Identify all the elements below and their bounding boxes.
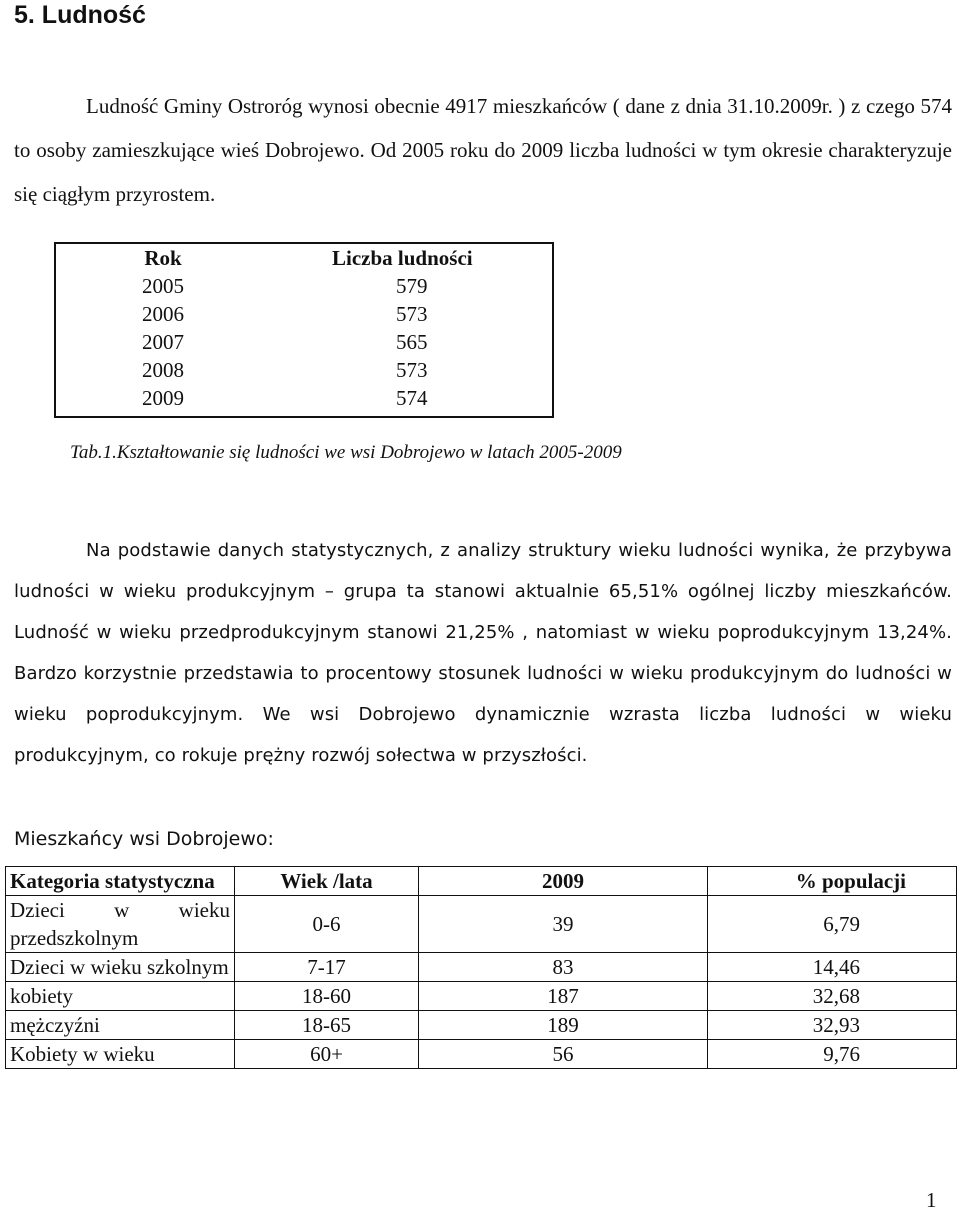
intro-paragraph [14,84,952,216]
table-row [55,300,553,328]
category-cell: Dzieci w wieku szkolnym [6,953,235,982]
table-row [55,356,553,384]
percent-cell: 32,93 [708,1011,957,1040]
table-row [6,1040,957,1069]
residents-table-title: Mieszkańcy wsi Dobrojewo: [14,828,274,850]
count-cell: 187 [419,982,708,1011]
age-column-header: Wiek /lata [235,867,419,896]
table-row [6,1011,957,1040]
year-cell: 2006 [142,302,184,326]
year-2009-column-header: 2009 [419,867,708,896]
table-row [6,896,957,953]
count-cell: 39 [419,896,708,953]
percent-cell: 14,46 [708,953,957,982]
age-cell: 0-6 [235,896,419,953]
population-cell: 579 [396,274,428,298]
analysis-paragraph-text: Na podstawie danych statystycznych, z analizy struktury wieku ludności wynika, że przybywa ludności w wieku produkcyjnym – grupa ta stanowi aktualnie 65,51% ogólnej liczby mieszkańców. Ludność w wieku przedprodukcyjnym stanowi 21,25% , natomiast w wieku poprodukcyjnym 13,24%. Bardzo korzystnie przedstawia to procentowy stosunek ludności w wieku produkcyjnym do ludności w wieku poprodukcyjnym. We wsi Dobrojewo dynamicznie wzrasta liczba ludności w wieku produkcyjnym, co rokuje prężny rozwój sołectwa w przyszłości. [14,540,952,766]
year-cell: 2009 [142,386,184,410]
section-heading: 5. Ludność [14,1,146,29]
residents-table-header [6,867,957,896]
age-cell: 18-65 [235,1011,419,1040]
population-column-header: Liczba ludności [332,246,473,270]
population-table [54,242,554,418]
category-cell: Kobiety w wieku [6,1040,235,1069]
table-row [55,384,553,417]
page-number: 1 [926,1188,937,1212]
age-cell: 60+ [235,1040,419,1069]
percent-cell: 9,76 [708,1040,957,1069]
category-cell: Dzieci w wieku przedszkolnym [6,896,235,953]
table-row [6,953,957,982]
table-row [55,272,553,300]
residents-table [5,866,957,1069]
population-cell: 573 [396,358,428,382]
count-cell: 189 [419,1011,708,1040]
category-cell: kobiety [6,982,235,1011]
year-column-header: Rok [144,246,182,270]
year-cell: 2005 [142,274,184,298]
population-table-header [55,243,553,272]
table-row [6,982,957,1011]
percent-cell: 32,68 [708,982,957,1011]
analysis-paragraph [14,530,952,776]
age-cell: 7-17 [235,953,419,982]
count-cell: 56 [419,1040,708,1069]
age-cell: 18-60 [235,982,419,1011]
intro-paragraph-text: Ludność Gminy Ostroróg wynosi obecnie 4917 mieszkańców ( dane z dnia 31.10.2009r. ) z czego 574 to osoby zamieszkujące wieś Dobrojewo. Od 2005 roku do 2009 liczba ludności w tym okresie charakteryzuje się ciągłym przyrostem. [14,94,952,206]
category-column-header: Kategoria statystyczna [6,867,235,896]
category-cell: mężczyźni [6,1011,235,1040]
count-cell: 83 [419,953,708,982]
year-cell: 2008 [142,358,184,382]
table-caption: Tab.1.Kształtowanie się ludności we wsi Dobrojewo w latach 2005-2009 [70,442,622,463]
table-row [55,328,553,356]
population-cell: 573 [396,302,428,326]
year-cell: 2007 [142,330,184,354]
percent-column-header: % populacji [708,867,957,896]
population-cell: 574 [396,386,428,410]
population-cell: 565 [396,330,428,354]
percent-cell: 6,79 [708,896,957,953]
